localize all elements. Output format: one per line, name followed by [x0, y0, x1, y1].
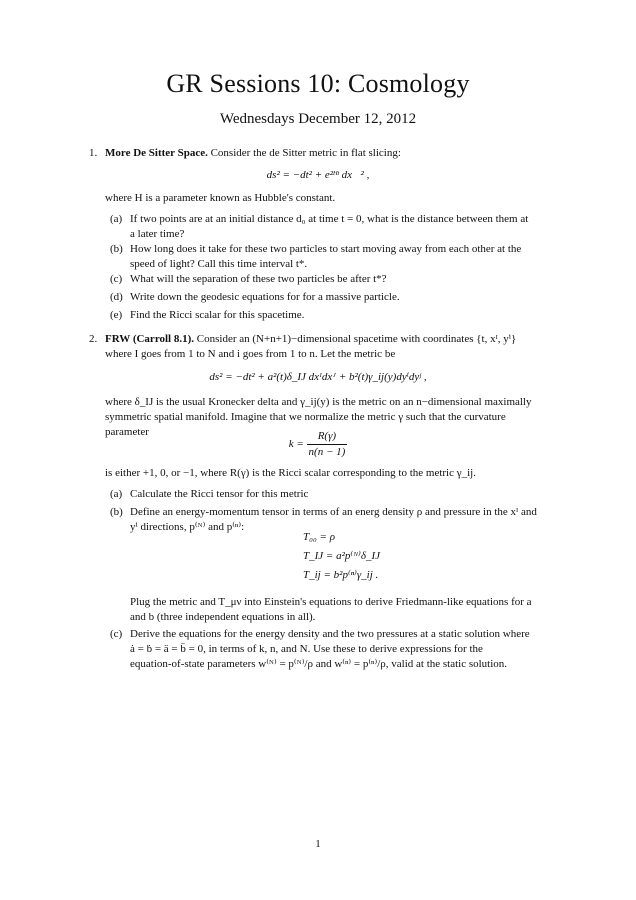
equation-t00: T₀₀ = ρ — [303, 531, 335, 543]
problem-2-plug-line2: and b (three independent equations in all). — [130, 611, 316, 623]
page-title: GR Sessions 10: Cosmology — [166, 69, 470, 98]
problem-2-heading: FRW (Carroll 8.1). — [105, 333, 195, 345]
problem-1-part-a-line2: a later time? — [130, 228, 185, 240]
problem-2-desc-line2: symmetric spatial manifold. Imagine that we normalize the metric γ such that the curvature — [105, 411, 506, 423]
k-numerator: R(γ) — [307, 429, 348, 445]
page-date: Wednesdays December 12, 2012 — [219, 111, 417, 127]
problem-2-part-c-line1: Derive the equations for the energy density and the two pressures at a static solution where — [130, 628, 530, 640]
problem-2-plug-line1: Plug the metric and T_μν into Einstein's equations to derive Friedmann-like equations for a — [130, 596, 532, 608]
problem-2-plug-text — [130, 595, 560, 625]
problem-2-desc-line3: parameter — [105, 426, 149, 438]
problem-2-after: is either +1, 0, or −1, where R(γ) is the Ricci scalar corresponding to the metric γ_ij. — [105, 467, 476, 479]
problem-1-part-e-label: (e) — [110, 309, 123, 321]
problem-1-number: 1. — [89, 147, 98, 159]
problem-1-part-b — [130, 242, 560, 272]
problem-1-part-c-label: (c) — [110, 273, 123, 285]
k-fraction — [307, 429, 348, 460]
problem-2-part-c-line2: ȧ = ḃ = ä = b̈ = 0, in terms of k, n, and N. Use these to derive expressions for the — [130, 643, 483, 655]
problem-1-intro — [105, 146, 560, 161]
problem-2-intro-line2: where I goes from 1 to N and i goes from 1 to n. Let the metric be — [105, 348, 396, 360]
equation-tij: T_ij = b²p⁽ⁿ⁾γ_ij . — [303, 569, 379, 581]
problem-1-part-a — [130, 212, 560, 242]
problem-2-intro-line1: Consider an (N+n+1)−dimensional spacetime with coordinates {t, xᴵ, yⁱ} — [196, 333, 517, 345]
problem-2-desc-line1: where δ_IJ is the usual Kronecker delta and γ_ij(y) is the metric on an n−dimensional maximally — [105, 396, 532, 408]
problem-1-part-d-label: (d) — [110, 291, 123, 303]
problem-2-part-b — [130, 505, 560, 535]
problem-1-part-e: Find the Ricci scalar for this spacetime. — [130, 309, 305, 321]
k-lhs: k = — [288, 438, 304, 451]
problem-1-part-c: What will the separation of these two particles be after t*? — [130, 273, 387, 285]
problem-1-intro-text: Consider the de Sitter metric in flat slicing: — [210, 147, 401, 159]
problem-1-part-d: Write down the geodesic equations for for a massive particle. — [130, 291, 400, 303]
problem-2-part-b-label: (b) — [110, 506, 123, 518]
problem-1-part-b-line1: How long does it take for these two particles to start moving away from each other at the — [130, 243, 522, 255]
problem-1-part-b-label: (b) — [110, 243, 123, 255]
equation-tIJ: T_IJ = a²p⁽ᴺ⁾δ_IJ — [303, 550, 380, 562]
problem-1-metric: ds² = −dt² + e²ᴴᵗ dx⃗² , — [266, 169, 370, 181]
problem-1-part-a-label: (a) — [110, 213, 123, 225]
curvature-parameter-equation — [0, 429, 636, 460]
k-denominator: n(n − 1) — [308, 446, 346, 458]
problem-1-part-a-line1: If two points are at an initial distance d₀ at time t = 0, what is the distance between them at — [130, 213, 529, 225]
problem-2-intro — [105, 332, 565, 362]
problem-2-part-a: Calculate the Ricci tensor for this metric — [130, 488, 309, 500]
problem-2-part-c-line3: equation-of-state parameters w⁽ᴺ⁾ = p⁽ᴺ⁾/ρ and w⁽ⁿ⁾ = p⁽ⁿ⁾/ρ, valid at the static solution. — [130, 658, 508, 670]
problem-1-heading: More De Sitter Space. — [105, 147, 208, 159]
problem-2-part-c — [130, 627, 560, 672]
problem-2-metric: ds² = −dt² + a²(t)δ_IJ dxᴵdxᴶ + b²(t)γ_ij(y)dyⁱdyʲ , — [209, 371, 427, 383]
problem-2-part-c-label: (c) — [110, 628, 123, 640]
problem-1-after: where H is a parameter known as Hubble's constant. — [105, 192, 336, 204]
problem-2-number: 2. — [89, 333, 98, 345]
problem-2-part-a-label: (a) — [110, 488, 123, 500]
page-number: 1 — [315, 838, 321, 850]
problem-2-part-b-line2: yⁱ directions, p⁽ᴺ⁾ and p⁽ⁿ⁾: — [130, 521, 245, 533]
problem-1-part-b-line2: speed of light? Call this time interval t*. — [130, 258, 308, 270]
problem-2-part-b-line1: Define an energy-momentum tensor in terms of an energ density ρ and pressure in the xᴵ and — [130, 506, 537, 518]
